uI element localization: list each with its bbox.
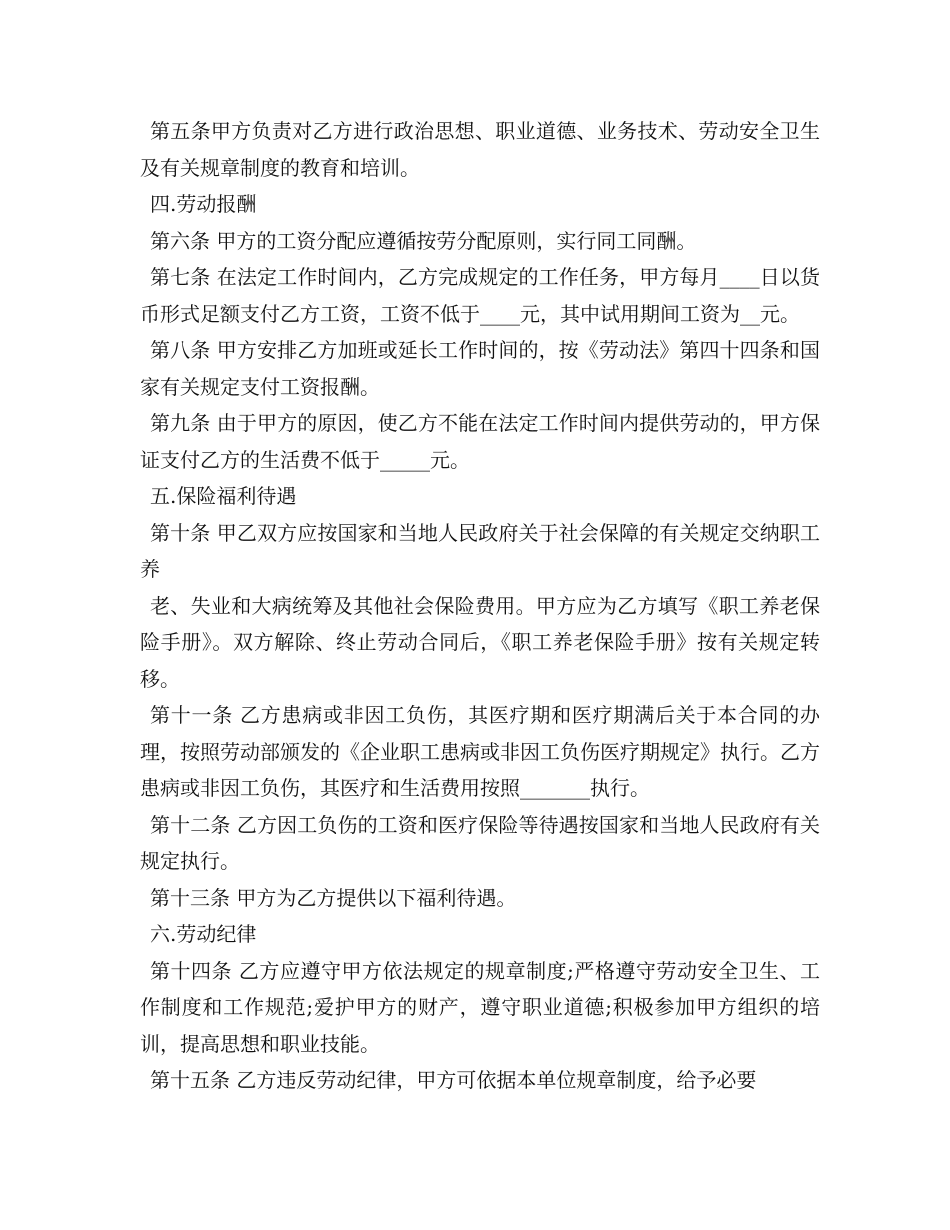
section-heading-5-insurance-welfare: 五.保险福利待遇	[150, 484, 297, 508]
clause-6: 第六条 甲方的工资分配应遵循按劳分配原则，实行同工同酬。	[150, 228, 697, 253]
clause-13: 第十三条 甲方为乙方提供以下福利待遇。	[150, 885, 517, 910]
clause-12: 第十二条 乙方因工负伤的工资和医疗保险等待遇按国家和当地人民政府有关规定执行。	[140, 812, 820, 873]
clause-15: 第十五条 乙方违反劳动纪律，甲方可依据本单位规章制度，给予必要	[150, 1068, 757, 1092]
clause-10: 第十条 甲乙双方应按国家和当地人民政府关于社会保障的有关规定交纳职工养	[140, 520, 820, 581]
section-heading-4-labor-pay: 四.劳动报酬	[150, 192, 257, 216]
clause-10-continued: 老、失业和大病统筹及其他社会保险费用。甲方应为乙方填写《职工养老保险手册》。双方解除、终止劳动合同后，《职工养老保险手册》按有关规定转移。	[140, 593, 820, 691]
section-heading-6-labor-discipline: 六.劳动纪律	[150, 922, 257, 946]
clause-8: 第八条 甲方安排乙方加班或延长工作时间的，按《劳动法》第四十四条和国家有关规定支付工资报酬。	[140, 338, 820, 399]
clause-9: 第九条 由于甲方的原因，使乙方不能在法定工作时间内提供劳动的，甲方保证支付乙方的生活费不低于_____元。	[140, 411, 820, 472]
clause-5: 第五条甲方负责对乙方进行政治思想、职业道德、业务技术、劳动安全卫生及有关规章制度的教育和培训。	[140, 119, 820, 180]
document-page	[140, 113, 820, 1099]
clause-14: 第十四条 乙方应遵守甲方依法规定的规章制度;严格遵守劳动安全卫生、工作制度和工作规范;爱护甲方的财产，遵守职业道德;积极参加甲方组织的培训，提高思想和职业技能。	[140, 958, 820, 1056]
clause-11: 第十一条 乙方患病或非因工负伤，其医疗期和医疗期满后关于本合同的办理，按照劳动部颁发的《企业职工患病或非因工负伤医疗期规定》执行。乙方患病或非因工负伤，其医疗和生活费用按照_______执行。	[140, 703, 820, 800]
clause-7: 第七条 在法定工作时间内，乙方完成规定的工作任务，甲方每月____日以货币形式足额支付乙方工资，工资不低于____元，其中试用期间工资为__元。	[140, 265, 820, 326]
